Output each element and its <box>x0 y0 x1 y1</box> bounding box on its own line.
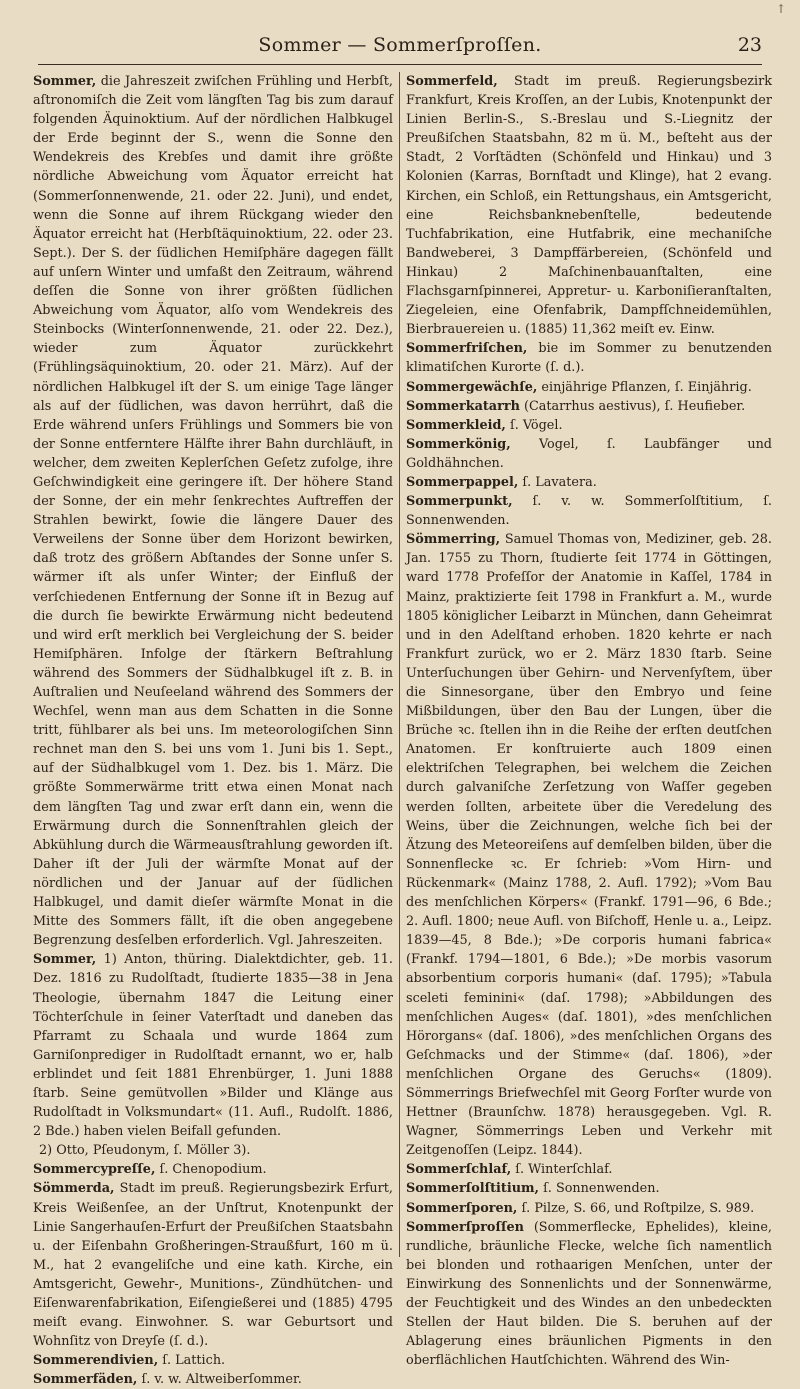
entry-text: die Jahreszeit zwiſchen Frühling und Herbſt, aſtronomiſch die Zeit vom längſten Tag bis zum darauf folgenden Äquinoktium. Auf der nördlichen Halbkugel der Erde beginnt der S., wenn die Sonne den Wendekreis des Krebſes und damit ihre größte nördliche Abweichung vom Äquator erreicht hat (Sommerſonnenwende, 21. oder 22. Juni), und endet, wenn die Sonne auf ihrem Rückgang wieder den Äquator erreicht hat (Herbſtäquinoktium, 22. oder 23. Sept.). Der S. der ſüdlichen Hemiſphäre dagegen fällt auf unſern Winter und umfaßt den Zeitraum, während deſſen die Sonne von ihrer größten ſüdlichen Abweichung vom Äquator, alſo vom Wendekreis des Steinbocks (Winterſonnenwende, 21. oder 22. Dez.), wieder zum Äquator zurückkehrt (Frühlingsäquinoktium, 20. oder 21. März). Auf der nördlichen Halbkugel iſt der S. um einige Tage länger als auf der ſüdlichen, was davon herrührt, daß die Erde während unſers Frühlings und Sommers bie von der Sonne entferntere Hälfte ihrer Bahn durchläuft, in welcher, dem zweiten Keplerſchen Geſetz zufolge, ihre Geſchwindigkeit eine geringere iſt. Der höhere Stand der Sonne, der ein mehr ſenkrechtes Auftreffen der Strahlen bewirkt, ſowie die längere Dauer des Verweilens der Sonne über dem Horizont bewirken, daß trotz des größern Abſtandes der Sonne unſer S. wärmer iſt als unſer Winter; der Einfluß der verſchiedenen Entfernung der Sonne iſt in Bezug auf die durch ſie bewirkte Erwärmung nicht bedeutend und wird erſt merklich bei Vergleichung der S. beider Hemiſphären. Infolge der ſtärkern Beſtrahlung während des Sommers der Südhalbkugel iſt z. B. in Auſtralien und Neuſeeland während des Sommers der Wechſel, wenn man aus dem Schatten in die Sonne tritt, fühlbarer als bei uns. Im meteorologiſchen Sinn rechnet man den S. bei uns vom 1. Juni bis 1. Sept., auf der Südhalbkugel vom 1. Dez. bis 1. März. Die größte Sommerwärme tritt etwa einen Monat nach dem längſten Tag und zwar erſt dann ein, wenn die Erwärmung durch die Sonnenſtrahlen gleich der Abkühlung durch die Wärmeausſtrahlung geworden iſt. Daher iſt der Juli der wärmſte Monat auf der nördlichen und der Januar auf der ſüdlichen Halbkugel, und damit dieſer wärmſte Monat in die Mitte des Sommers fällt, iſt die oben angegebene Begrenzung desſelben erforderlich. Vgl. Jahreszeiten. <box>33 74 393 949</box>
entry-text: ſ. Chenopodium. <box>155 1162 267 1178</box>
entry-headword: Sommerkatarrh <box>406 398 520 414</box>
entry-text: ſ. Winterſchlaf. <box>511 1162 613 1178</box>
dictionary-entry <box>406 378 772 397</box>
entry-text: ſ. Lavatera. <box>518 474 597 490</box>
dictionary-entry <box>406 435 772 473</box>
dictionary-entry <box>33 1160 393 1179</box>
entry-headword: Sommerpappel, <box>406 474 519 490</box>
entry-headword: Sömmerring, <box>406 532 501 548</box>
dictionary-entry <box>406 1179 772 1198</box>
entry-headword: Sommerſproſſen <box>406 1219 524 1235</box>
entry-headword: Sommer, <box>33 952 97 968</box>
dictionary-entry <box>33 72 393 950</box>
left-column <box>33 72 393 1388</box>
entry-headword: Sommerpunkt, <box>406 494 513 510</box>
entry-headword: Sömmerda, <box>33 1181 115 1197</box>
entry-headword: Sommergewächſe, <box>406 379 538 395</box>
dictionary-entry <box>33 1141 393 1160</box>
entry-headword: Sommerſporen, <box>406 1200 518 1216</box>
dictionary-entry <box>406 530 772 1160</box>
entry-text: Stadt im preuß. Regierungsbezirk Erfurt, Kreis Weißenſee, an der Unſtrut, Knotenpunkt der Linie Sangerhauſen-Erfurt der Preußiſchen Staatsbahn u. der Eiſenbahn Großheringen-Straußfurt, 160 m ü. M., hat 2 evangeliſche und eine kath. Kirche, ein Amtsgericht, Gewehr-, Munitions-, Zündhütchen- und Eiſenwarenfabrikation, Eiſengießerei und (1885) 4795 meiſt evang. Einwohner. S. war Geburtsort und Wohnſitz von Dreyſe (ſ. d.). <box>33 1181 393 1350</box>
entry-text: 2) Otto, Pſeudonym, ſ. Möller 3). <box>39 1143 251 1159</box>
entry-headword: Sommerfeld, <box>406 74 498 89</box>
dictionary-entry <box>406 1218 772 1371</box>
page-header <box>0 30 800 60</box>
header-rule <box>38 64 762 65</box>
entry-text: Stadt im preuß. Regierungsbezirk Frankfurt, Kreis Kroſſen, an der Lubis, Knotenpunkt der Linien Berlin-S., S.-Breslau und S.-Liegnitz der Preußiſchen Staatsbahn, 82 m ü. M., beſteht aus der Stadt, 2 Vorſtädten (Schönfeld und Hinkau) und 3 Kolonien (Karras, Bornſtadt und Klinge), hat 2 evang. Kirchen, ein Schloß, ein Rettungshaus, ein Amtsgericht, eine Reichsbanknebenſtelle, bedeutende Tuchfabrikation, eine Hutfabrik, eine mechaniſche Bandweberei, 3 Dampffärbereien, (Schönfeld und Hinkau) 2 Maſchinenbauanſtalten, eine Flachsgarnſpinnerei, Appretur- u. Karboniſieranſtalten, Ziegeleien, eine Ofenfabrik, Dampfſchneidemühlen, Bierbrauereien u. (1885) 11,362 meiſt ev. Einw. <box>406 74 772 338</box>
entry-text: (Sommerflecke, Ephelides), kleine, rundliche, bräunliche Flecke, welche ſich namentlich bei blonden und rothaarigen Menſchen, unter der Einwirkung des Sonnenlichts und der Sonnenwärme, der Feuchtigkeit und des Windes an den unbedeckten Stellen der Haut bilden. Die S. beruhen auf der Ablagerung eines bräunlichen Pigments in den oberflächlichen Hautſchichten. Während des Win- <box>406 1219 772 1369</box>
entry-text: Vogel, ſ. Laubfänger und Goldhähnchen. <box>406 436 772 471</box>
dictionary-entry <box>406 1160 772 1179</box>
dictionary-entry <box>406 72 772 339</box>
entry-text: ſ. Pilze, S. 66, und Roſtpilze, S. 989. <box>517 1200 755 1216</box>
dictionary-entry <box>406 339 772 377</box>
entry-text: Samuel Thomas von, Mediziner, geb. 28. Jan. 1755 zu Thorn, ſtudierte ſeit 1774 in Göttingen, ward 1778 Profeſſor der Anatomie in Kaſſel, 1784 in Mainz, praktizierte ſeit 1798 in Frankfurt a. M., wurde 1805 königlicher Leibarzt in München, dann Geheimrat und in den Adelſtand erhoben. 1820 kehrte er nach Frankfurt zurück, wo er 2. März 1830 ſtarb. Seine Unterſuchungen über Gehirn- und Nervenſyſtem, über die Sinnesorgane, über den Embryo und ſeine Mißbildungen, über den Bau der Lungen, über die Brüche ꝛc. ſtellen ihn in die Reihe der erſten deutſchen Anatomen. Er konſtruierte auch 1809 einen elektriſchen Telegraphen, bei welchem die Zeichen durch galvaniſche Zerſetzung von Waſſer gegeben werden ſollten, arbeitete über die Veredelung des Weins, über die Zeichnungen, welche ſich bei der Ätzung des Meteoreiſens auf demſelben bilden, über die Sonnenflecke ꝛc. Er ſchrieb: »Vom Hirn- und Rückenmark« (Mainz 1788, 2. Aufl. 1792); »Vom Bau des menſchlichen Körpers« (Frankf. 1791—96, 6 Bde.; 2. Aufl. 1800; neue Aufl. von Biſchoff, Henle u. a., Leipz. 1839—45, 8 Bde.); »De corporis humani fabrica« (Frankf. 1794—1801, 6 Bde.); »De morbis vasorum absorbentium corporis humani« (daſ. 1795); »Tabula sceleti feminini« (daſ. 1798); »Abbildungen des menſchlichen Auges« (daſ. 1801), »des menſchlichen Hörorgans« (daſ. 1806), »des menſchlichen Organs des Geſchmacks und der Stimme« (daſ. 1806), »der menſchlichen Organe des Geruchs« (1809). Sömmerrings Briefwechſel mit Georg Forſter wurde von Hettner (Braunſchw. 1878) herausgegeben. Vgl. R. Wagner, Sömmerrings Leben und Verkehr mit Zeitgenoſſen (Leipz. 1844). <box>406 532 772 1159</box>
entry-headword: Sommerſchlaf, <box>406 1162 512 1178</box>
dictionary-entry <box>33 950 393 1141</box>
entry-headword: Sommerkleid, <box>406 417 506 433</box>
dictionary-entry <box>33 1179 393 1351</box>
dictionary-entry <box>33 1370 393 1389</box>
running-title: Sommer — Sommerſproſſen. <box>258 34 542 56</box>
dictionary-entry <box>406 1199 772 1218</box>
entry-text: (Catarrhus aestivus), ſ. Heufieber. <box>519 398 746 414</box>
entry-headword: Sommerkönig, <box>406 436 511 452</box>
entry-text: ſ. v. w. Altweiberſommer. <box>137 1372 302 1388</box>
entry-text: ſ. v. w. Sommerſolſtitium, ſ. Sonnenwenden. <box>406 494 772 529</box>
entry-text: ſ. Sonnenwenden. <box>539 1181 660 1197</box>
page-number: 23 <box>737 34 762 56</box>
dictionary-entry <box>406 492 772 530</box>
entry-headword: Sommerſolſtitium, <box>406 1181 539 1197</box>
entry-headword: Sommerfäden, <box>33 1372 138 1388</box>
entry-headword: Sommerendivien, <box>33 1353 159 1369</box>
entry-text: ſ. Lattich. <box>158 1353 226 1369</box>
entry-headword: Sommer, <box>33 74 97 89</box>
entry-headword: Sommercypreſſe, <box>33 1162 156 1178</box>
entry-text: einjährige Pflanzen, ſ. Einjährig. <box>537 379 752 395</box>
dictionary-entry <box>33 1351 393 1370</box>
entry-text: 1) Anton, thüring. Dialektdichter, geb. 11. Dez. 1816 zu Rudolſtadt, ſtudierte 1835—38 in Jena Theologie, übernahm 1847 die Leitung einer Töchterſchule in ſeiner Vaterſtadt und daneben das Pfarramt zu Schaala und wurde 1864 zum Garniſonprediger in Rudolſtadt ernannt, wo er, halb erblindet und ſeit 1881 Ehrenbürger, 1. Juni 1888 ſtarb. Seine gemütvollen »Bilder und Klänge aus Rudolſtadt in Volksmundart« (11. Aufl., Rudolſt. 1886, 2 Bde.) haben vielen Beifall gefunden. <box>33 952 393 1140</box>
dictionary-entry <box>406 416 772 435</box>
corner-mark: ↑ <box>775 2 786 16</box>
right-column <box>406 72 772 1369</box>
column-divider <box>399 72 400 1257</box>
entry-headword: Sommerfriſchen, <box>406 341 528 357</box>
entry-text: bie im Sommer zu benutzenden klimatiſchen Kurorte (ſ. d.). <box>406 341 772 376</box>
dictionary-entry <box>406 473 772 492</box>
entry-text: ſ. Vögel. <box>505 417 563 433</box>
dictionary-entry <box>406 397 772 416</box>
